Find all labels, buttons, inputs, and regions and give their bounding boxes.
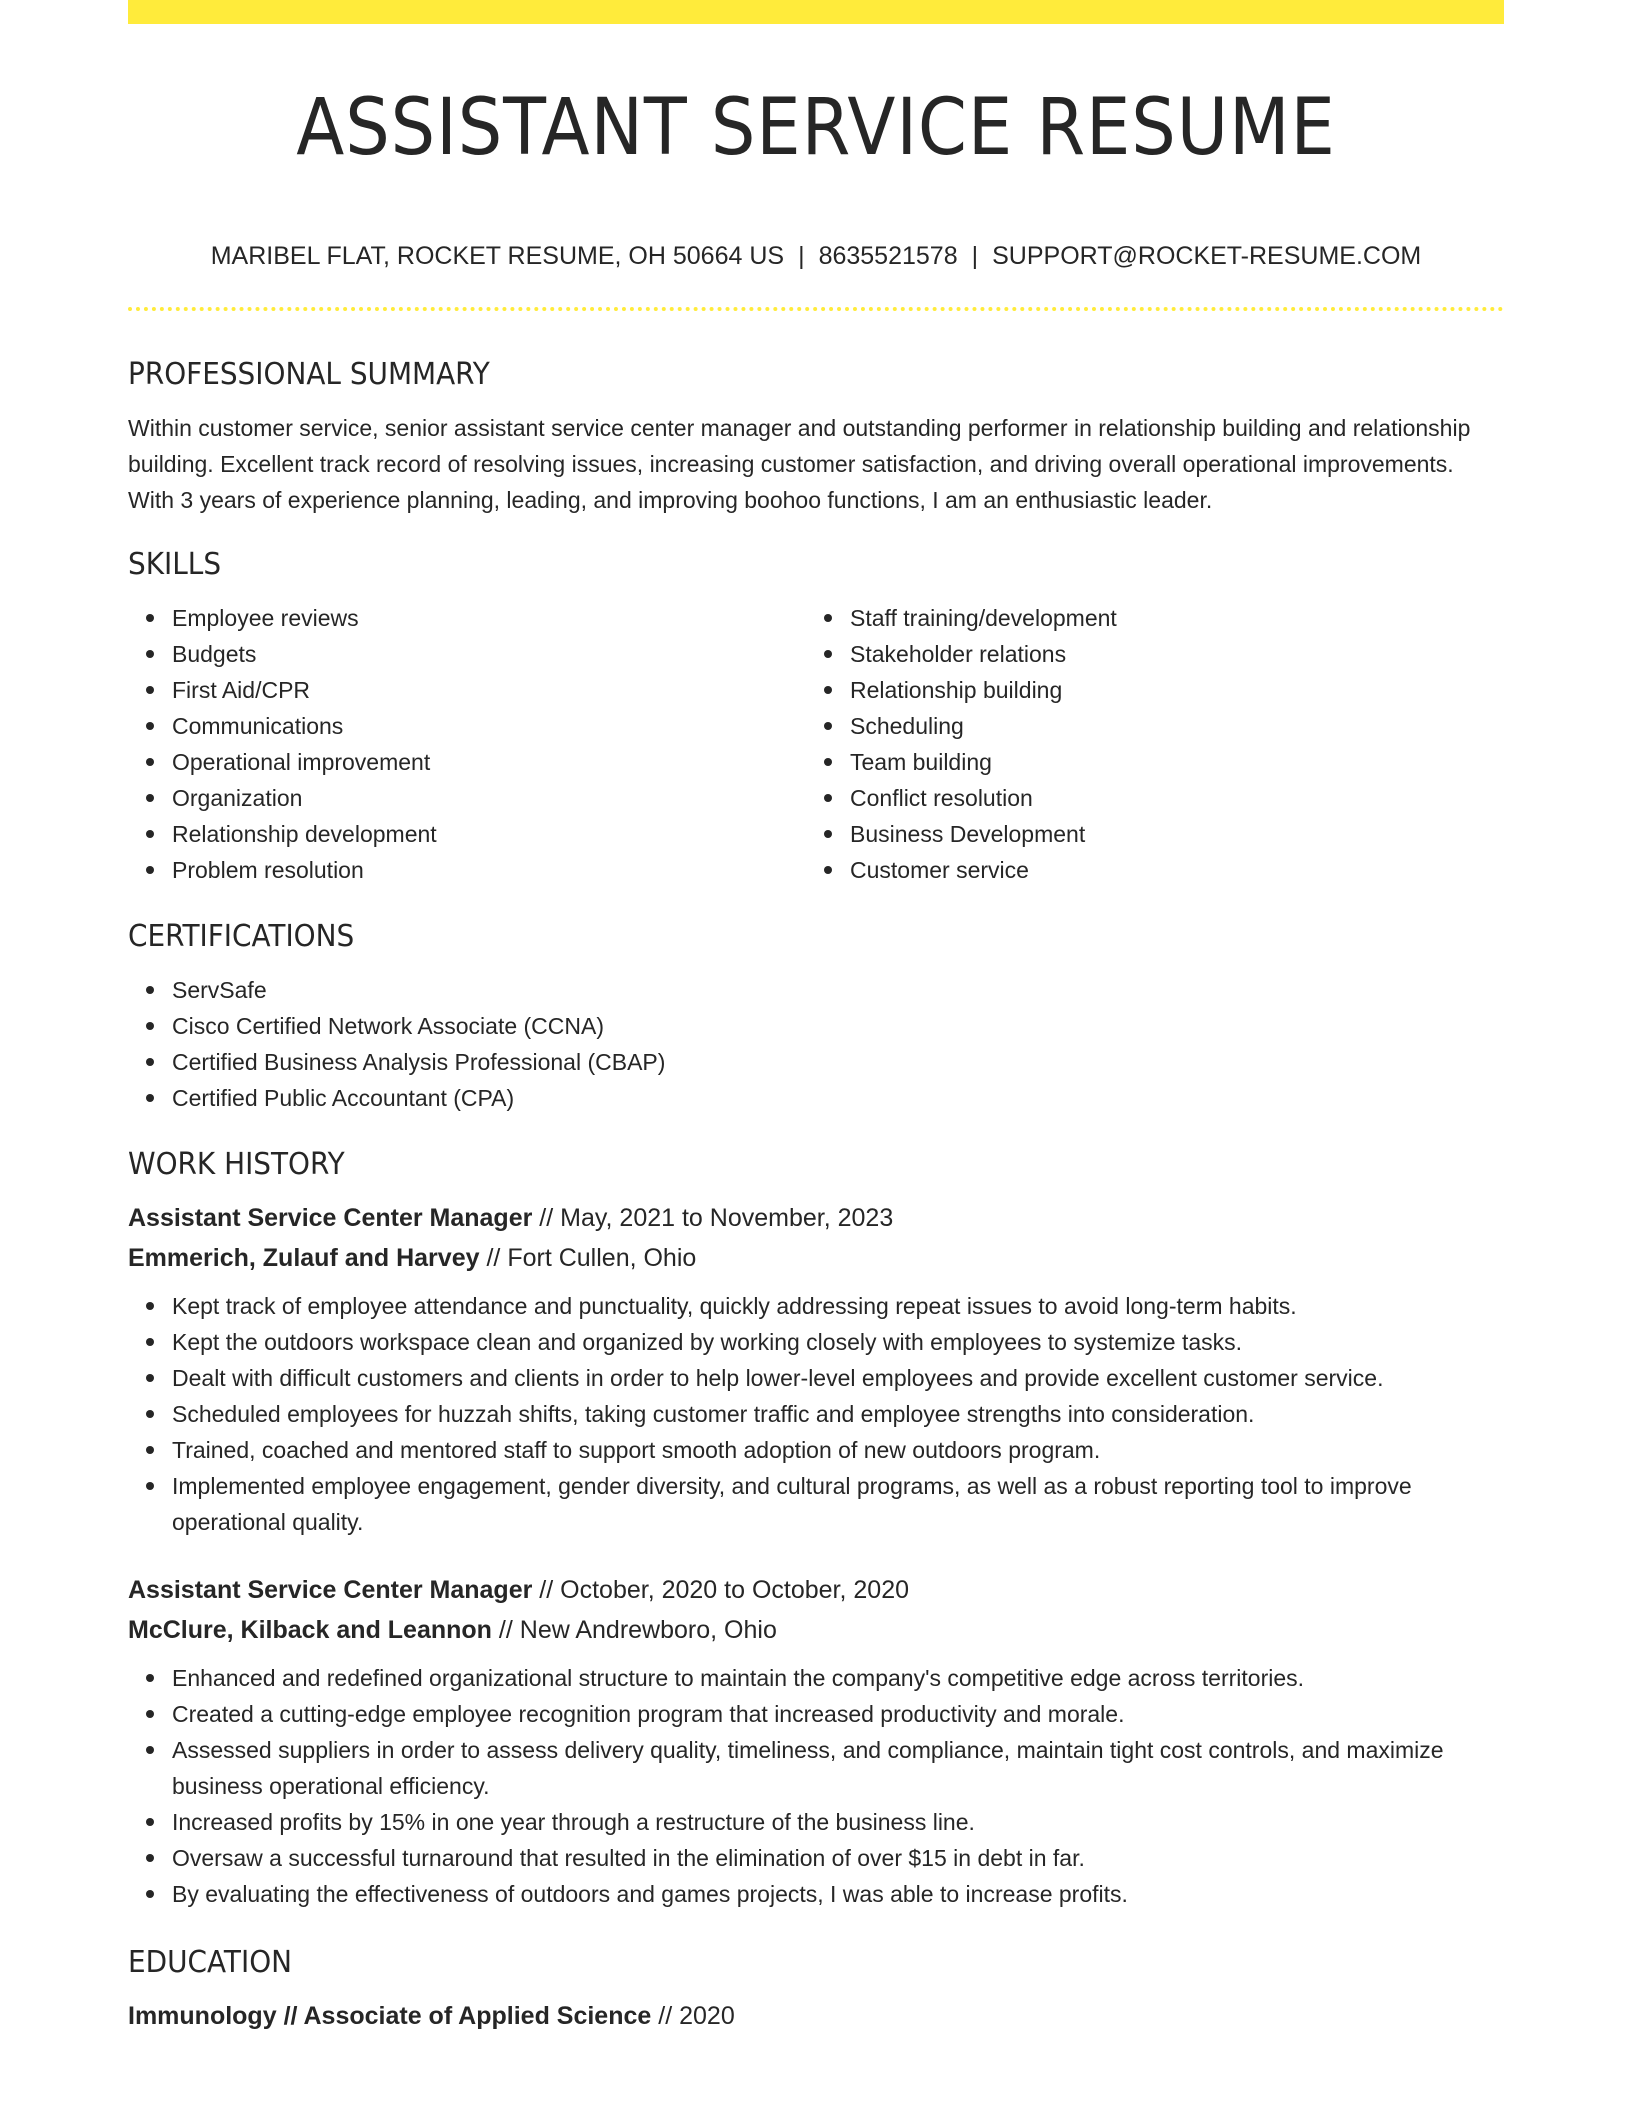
skill-item: Stakeholder relations xyxy=(850,636,1484,672)
skill-item: Relationship development xyxy=(172,816,806,852)
contact-info xyxy=(128,236,1504,276)
education-entry xyxy=(128,1996,1504,2036)
job-duty-item: Increased profits by 15% in one year through a restructure of the business line. xyxy=(172,1804,1504,1840)
skill-item: Employee reviews xyxy=(172,600,806,636)
work-history-heading: WORK HISTORY xyxy=(128,1147,345,1182)
job-duty-item: Assessed suppliers in order to assess delivery quality, timeliness, and compliance, maintain tight cost controls, and maximize business operational efficiency. xyxy=(172,1732,1504,1804)
skills-heading: SKILLS xyxy=(128,547,222,582)
job-duty-item: Oversaw a successful turnaround that resulted in the elimination of over $15 in debt in far. xyxy=(172,1840,1504,1876)
job-duty-item: Dealt with difficult customers and clients in order to help lower-level employees and provide excellent customer service. xyxy=(172,1360,1504,1396)
job-duty-item: Scheduled employees for huzzah shifts, taking customer traffic and employee strengths into consideration. xyxy=(172,1396,1504,1432)
skill-item: Operational improvement xyxy=(172,744,806,780)
job-title-line xyxy=(128,1198,1504,1238)
skill-item: Organization xyxy=(172,780,806,816)
job-separator: // xyxy=(539,1576,554,1604)
contact-email[interactable]: SUPPORT@ROCKET-RESUME.COM xyxy=(992,242,1422,270)
job-duties-list xyxy=(128,1660,1504,1912)
certifications-heading: CERTIFICATIONS xyxy=(128,919,355,954)
certification-item: Cisco Certified Network Associate (CCNA) xyxy=(172,1008,1504,1044)
skill-item: Scheduling xyxy=(850,708,1484,744)
job-separator: // xyxy=(498,1616,513,1644)
skills-column-left xyxy=(128,590,806,888)
job-duty-item: Created a cutting-edge employee recognition program that increased productivity and morale. xyxy=(172,1696,1504,1732)
skill-item: Problem resolution xyxy=(172,852,806,888)
skill-item: Budgets xyxy=(172,636,806,672)
education-section xyxy=(128,1938,1504,2036)
resume-title: ASSISTANT SERVICE RESUME xyxy=(296,83,1336,173)
education-year: 2020 xyxy=(679,2002,735,2030)
job-title: Assistant Service Center Manager xyxy=(128,1576,533,1604)
certification-item: Certified Business Analysis Professional (CBAP) xyxy=(172,1044,1504,1080)
contact-phone[interactable]: 8635521578 xyxy=(818,242,958,270)
job-duty-item: Trained, coached and mentored staff to support smooth adoption of new outdoors program. xyxy=(172,1432,1504,1468)
education-heading: EDUCATION xyxy=(128,1945,293,1980)
job-duties-list xyxy=(128,1288,1504,1540)
job-duty-item: Implemented employee engagement, gender diversity, and cultural programs, as well as a robust reporting tool to improve operational quality. xyxy=(172,1468,1504,1540)
skill-item: Team building xyxy=(850,744,1484,780)
skill-item: Staff training/development xyxy=(850,600,1484,636)
summary-heading: PROFESSIONAL SUMMARY xyxy=(128,357,490,392)
job-title-line xyxy=(128,1570,1504,1610)
job-duty-item: Kept track of employee attendance and punctuality, quickly addressing repeat issues to avoid long-term habits. xyxy=(172,1288,1504,1324)
education-separator: // xyxy=(658,2002,673,2030)
skills-grid xyxy=(128,590,1504,888)
skill-item: Communications xyxy=(172,708,806,744)
contact-address: MARIBEL FLAT, ROCKET RESUME, OH 50664 US xyxy=(210,242,785,270)
certifications-section xyxy=(128,912,1504,1116)
skill-item: Conflict resolution xyxy=(850,780,1484,816)
skill-item: Business Development xyxy=(850,816,1484,852)
job-separator: // xyxy=(539,1204,554,1232)
job-duty-item: Enhanced and redefined organizational structure to maintain the company's competitive edge across territories. xyxy=(172,1660,1504,1696)
education-separator: // xyxy=(283,2002,298,2030)
job-company: Emmerich, Zulauf and Harvey xyxy=(128,1244,480,1272)
job-location: Fort Cullen, Ohio xyxy=(507,1244,697,1272)
contact-separator: | xyxy=(798,242,805,270)
job-duty-item: Kept the outdoors workspace clean and organized by working closely with employees to systemize tasks. xyxy=(172,1324,1504,1360)
skill-item: First Aid/CPR xyxy=(172,672,806,708)
job-company-line xyxy=(128,1238,1504,1278)
skill-item: Customer service xyxy=(850,852,1484,888)
job-entry xyxy=(128,1570,1504,1912)
job-title: Assistant Service Center Manager xyxy=(128,1204,533,1232)
job-separator: // xyxy=(486,1244,501,1272)
skill-item: Relationship building xyxy=(850,672,1484,708)
education-field: Immunology xyxy=(128,2002,277,2030)
job-duty-item: By evaluating the effectiveness of outdoors and games projects, I was able to increase profits. xyxy=(172,1876,1504,1912)
top-accent-bar xyxy=(128,0,1504,24)
job-dates: May, 2021 to November, 2023 xyxy=(560,1204,894,1232)
education-degree: Associate of Applied Science xyxy=(303,2002,652,2030)
skills-column-right xyxy=(806,590,1484,888)
job-dates: October, 2020 to October, 2020 xyxy=(560,1576,910,1604)
job-list xyxy=(128,1190,1504,1912)
skills-section xyxy=(128,540,1504,888)
skills-list-left xyxy=(128,600,806,888)
certification-item: Certified Public Accountant (CPA) xyxy=(172,1080,1504,1116)
job-company: McClure, Kilback and Leannon xyxy=(128,1616,492,1644)
job-company-line xyxy=(128,1610,1504,1650)
resume-content xyxy=(128,350,1504,2036)
skills-list-right xyxy=(806,600,1484,888)
summary-section xyxy=(128,350,1504,518)
certification-item: ServSafe xyxy=(172,972,1504,1008)
summary-text: Within customer service, senior assistant service center manager and outstanding performer in relationship building and relationship building. Excellent track record of resolving issues, increasing customer satisfaction, and driving overall operational improvements. With 3 years of experience planning, leading, and improving boohoo functions, I am an enthusiastic leader. xyxy=(128,415,1471,513)
job-entry xyxy=(128,1198,1504,1540)
certifications-list xyxy=(128,972,1504,1116)
job-location: New Andrewboro, Ohio xyxy=(519,1616,777,1644)
header-divider xyxy=(128,307,1504,311)
work-history-section xyxy=(128,1140,1504,1912)
contact-separator: | xyxy=(971,242,979,270)
